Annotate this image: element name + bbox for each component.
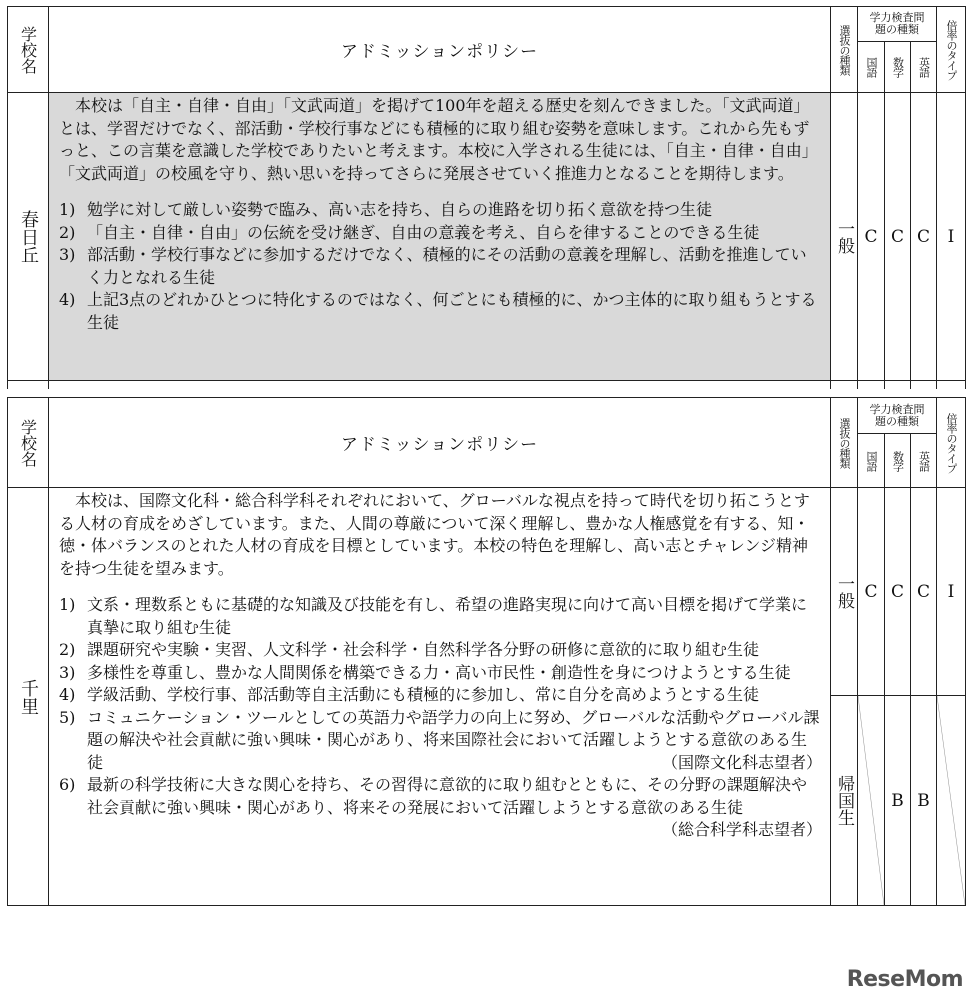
policy-intro: 本校は、国際文化科・総合科学科それぞれにおいて、グローバルな視点を持って時代を切り拓こうとする人材の育成をめざしています。また、人間の尊厳について深く理解し、豊かな人権感覚を有する、知・徳・体バランスのとれた人材の育成を目標としています。本校の特色を理解し、高い志とチャレンジ精神を持つ生徒を望みます。 bbox=[59, 491, 810, 578]
diagonal-slash bbox=[937, 696, 965, 905]
selection-type-header: 選抜の種類 bbox=[831, 398, 858, 488]
school-name: 千里 bbox=[8, 488, 49, 906]
grade-english: C bbox=[911, 488, 937, 696]
policy-item: 2) 「自主・自律・自由」の伝統を受け継ぎ、自由の意義を考え、自らを律することのできる生徒 bbox=[59, 222, 760, 242]
policy-item: 3) 部活動・学校行事などに参加するだけでなく、積極的にその活動の意義を理解し、活動を推進していく力となれる生徒 bbox=[59, 245, 807, 287]
admission-table-kasugaoka bbox=[7, 6, 966, 389]
selection-type: 一般 bbox=[831, 488, 858, 696]
ratio-type-header: 倍率のタイプ bbox=[937, 7, 966, 93]
subject-japanese-header: 国語 bbox=[858, 434, 885, 488]
admission-policy-text bbox=[49, 93, 831, 381]
ratio-type: I bbox=[937, 93, 966, 381]
policy-item: 4) 上記3点のどれかひとつに特化するのではなく、何ごとにも積極的に、かつ主体的に取り組もうとする生徒 bbox=[59, 290, 817, 332]
policy-item: 1) 勉学に対して厳しい姿勢で臨み、高い志を持ち、自らの進路を切り拓く意欲を持つ生徒 bbox=[59, 200, 712, 219]
grade-math: B bbox=[885, 696, 911, 906]
school-name-header: 学校名 bbox=[8, 398, 49, 488]
grade-japanese: C bbox=[858, 93, 885, 381]
applicant-note: （総合科学科志望者） bbox=[661, 820, 822, 839]
exam-group-header: 学力検査問題の種類 bbox=[858, 7, 937, 42]
grade-japanese: C bbox=[858, 488, 885, 696]
resemom-logo: ReseMom bbox=[846, 967, 963, 992]
grade-japanese-na bbox=[858, 696, 885, 906]
policy-header: アドミッションポリシー bbox=[49, 398, 831, 488]
policy-intro: 本校は「自主・自律・自由」「文武両道」を掲げて100年を超える歴史を刻んできました。「文武両道」とは、学習だけでなく、部活動・学校行事などにも積極的に取り組む姿勢を意味します。これから先もずっと、この言葉を意識した学校でありたいと考えます。本校に入学される生徒には、「自主・自律・自由」「文武両道」の校風を守り、熱い思いを持ってさらに発展させていく推進力となることを期待します。 bbox=[59, 96, 818, 183]
policy-item: 5) コミュニケーション・ツールとしての英語力や語学力の向上に努め、グローバルな活動やグローバル課題の解決や社会貢献に強い興味・関心があり、将来国際社会において活躍しようとする意欲のある生徒 （国際文化科志望者） bbox=[59, 707, 822, 775]
policy-item: 4) 学級活動、学校行事、部活動等自主活動にも積極的に参加し、常に自分を高めようとする生徒 bbox=[59, 685, 760, 704]
applicant-note: （国際文化科志望者） bbox=[661, 752, 822, 772]
grade-math: C bbox=[885, 93, 911, 381]
policy-item: 3) 多様性を尊重し、豊かな人間関係を構築できる力・高い市民性・創造性を身につけようとする生徒 bbox=[59, 662, 791, 682]
subject-math-header: 数学 bbox=[885, 434, 911, 488]
policy-header: アドミッションポリシー bbox=[49, 7, 831, 93]
subject-english-header: 英語 bbox=[911, 42, 937, 93]
admission-table-senri bbox=[7, 397, 966, 906]
selection-type-returnee: 帰国生 bbox=[831, 696, 858, 906]
grade-english: B bbox=[911, 696, 937, 906]
subject-japanese-header: 国語 bbox=[858, 42, 885, 93]
policy-item: 2) 課題研究や実験・実習、人文科学・社会科学・自然科学各分野の研修に意欲的に取り組む生徒 bbox=[59, 640, 760, 659]
subject-math-header: 数学 bbox=[885, 42, 911, 93]
ratio-type: I bbox=[937, 488, 966, 696]
policy-item: 1) 文系・理数系ともに基礎的な知識及び技能を有し、希望の進路実現に向けて高い目標を掲げて学業に真摯に取り組む生徒 bbox=[59, 595, 808, 637]
policy-item: 6) 最新の科学技術に大きな関心を持ち、その習得に意欲的に取り組むとともに、その分野の課題解決や社会貢献に強い興味・関心があり、将来その発展において活躍しようとする意欲のある生徒 （総合科学科志望者） bbox=[59, 774, 822, 819]
selection-type-header: 選抜の種類 bbox=[831, 7, 858, 93]
school-name: 春日丘 bbox=[8, 93, 49, 381]
diagonal-slash bbox=[858, 696, 884, 905]
selection-type: 一般 bbox=[831, 93, 858, 381]
exam-group-header: 学力検査問題の種類 bbox=[858, 398, 937, 434]
admission-policy-text bbox=[49, 488, 831, 906]
grade-english: C bbox=[911, 93, 937, 381]
ratio-type-na bbox=[937, 696, 966, 906]
grade-math: C bbox=[885, 488, 911, 696]
subject-english-header: 英語 bbox=[911, 434, 937, 488]
school-name-header: 学校名 bbox=[8, 7, 49, 93]
ratio-type-header: 倍率のタイプ bbox=[937, 398, 966, 488]
